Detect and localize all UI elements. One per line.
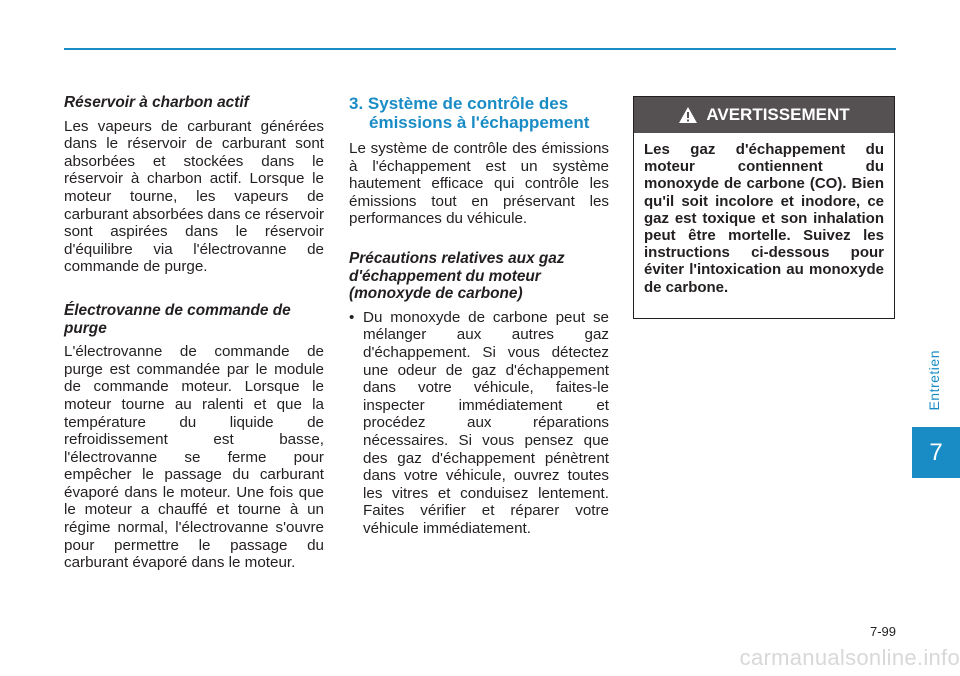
subheading-purge-valve: Électrovanne de commande de purge — [64, 301, 291, 337]
section-heading-line1: 3. Système de contrôle des — [349, 94, 569, 113]
warning-body: Les gaz d'échappement du moteur contiennent du monoxyde de carbone (CO). Bien qu'il soit incolore et inodore, ce gaz est toxique et son inhalation peut être mortelle. Suivez les instructions ci-dessous pour éviter l'intoxication au monoxyde de carbone. — [644, 141, 884, 296]
section-heading — [349, 94, 609, 132]
bullet-marker: • — [349, 308, 355, 326]
paragraph-purge-valve: L'électrovanne de commande de purge est commandée par le module de commande moteur. Lorsque le moteur tourne au ralenti et que la température du liquide de refroidissement est basse, l'électrovanne se ferme pour empêcher le passage du carburant évaporé dans le moteur. Une fois que le moteur a chauffé et tourne à un régime normal, l'électrovanne s'ouvre pour permettre le passage du carburant évaporé dans le moteur. — [64, 343, 324, 572]
warning-title: AVERTISSEMENT — [706, 105, 850, 124]
subheading-charcoal-canister: Réservoir à charbon actif — [64, 94, 249, 111]
warning-triangle-icon — [678, 106, 698, 124]
warning-box — [633, 96, 895, 319]
paragraph-charcoal-canister: Les vapeurs de carburant générées dans le réservoir de carburant sont absorbées et stockées dans le réservoir à charbon actif. Lorsque le moteur tourne, les vapeurs de carburant absorbées dans ce réservoir sont aspirées dans le réservoir d'équilibre via l'électrovanne de commande de purge. — [64, 117, 325, 276]
top-rule — [64, 48, 896, 50]
chapter-tab: 7 — [912, 427, 960, 478]
page-number: 7-99 — [869, 624, 896, 639]
section-heading-line2: émissions à l'échappement — [369, 113, 590, 132]
section-label-text: Entretien — [926, 349, 942, 411]
subheading-exhaust-precautions: Précautions relatives aux gaz d'échappement du moteur (monoxyde de carbone) — [349, 249, 565, 303]
watermark: carmanualsonline.info — [739, 645, 960, 670]
warning-header — [634, 97, 894, 133]
section-side-label — [908, 330, 960, 430]
left-column — [64, 94, 324, 572]
middle-column — [349, 94, 609, 537]
bullet-item — [349, 309, 609, 538]
bullet-text: Du monoxyde de carbone peut se mélanger aux autres gaz d'échappement. Si vous détectez une odeur de gaz d'échappement dans votre véhicule, faites-le inspecter immédiatement et procédez aux réparations nécessaires. Si vous pensez que des gaz d'échappement pénètrent dans votre véhicule, ouvrez toutes les vitres et conduisez lentement. Faites vérifier et réparer votre véhicule immédiatement. — [363, 308, 609, 537]
paragraph-emission-system: Le système de contrôle des émissions à l'échappement est un système hautement efficace qui contrôle les émissions tout en préservant les performances du véhicule. — [349, 140, 609, 228]
